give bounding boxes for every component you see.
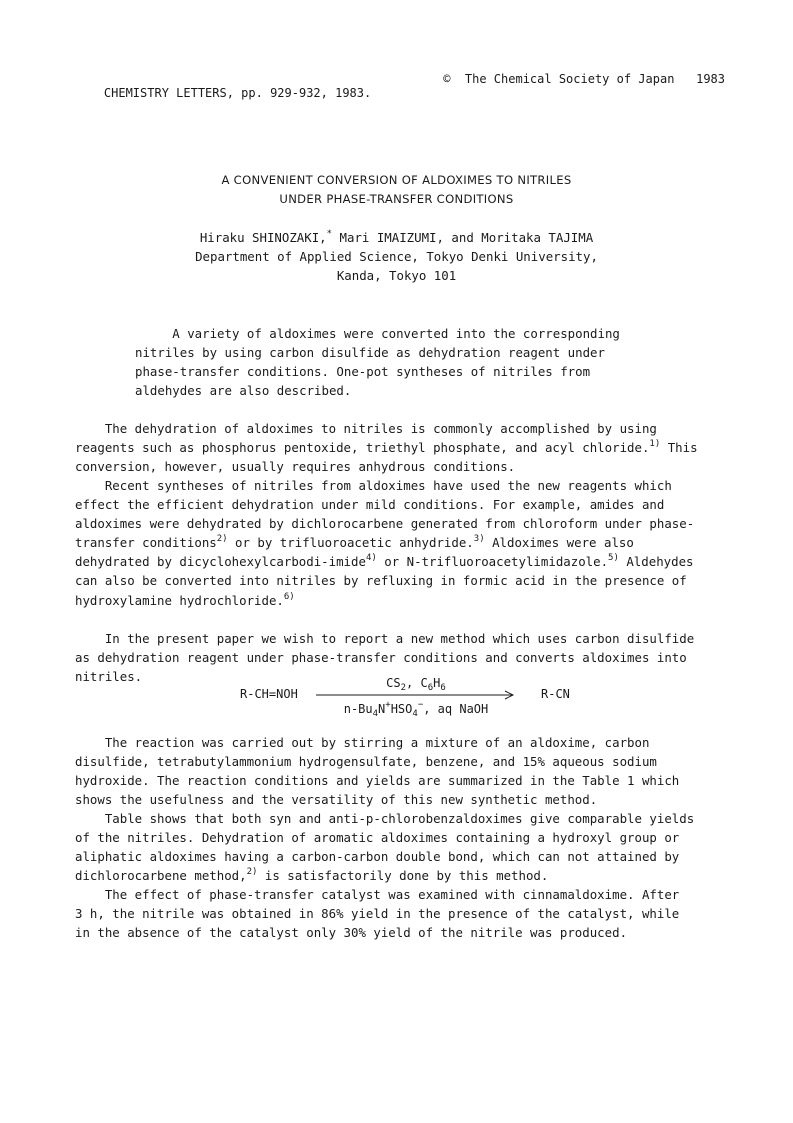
body-line: 3 h, the nitrile was obtained in 86% yield in the presence of the catalyst, while [75,906,680,921]
body-line: Recent syntheses of nitriles from aldoximes have used the new reagents which [75,478,672,493]
reagent-text: H [433,676,441,690]
author-shinozaki: Hiraku SHINOZAKI, [199,230,327,245]
body-line: In the present paper we wish to report a new method which uses carbon disulfide [75,631,695,646]
reaction-equation [0,676,793,722]
body-text: Aldehydes [618,554,694,569]
body-line: conversion, however, usually requires anhydrous conditions. [75,459,516,474]
subscript: 4 [412,709,418,719]
reaction-arrow [316,688,516,702]
author-line [0,230,793,245]
reference-mark: 2) [246,867,258,877]
reference-mark: 2) [216,534,228,544]
abstract-line: A variety of aldoximes were converted into the corresponding [135,326,620,341]
copyright-notice: © The Chemical Society of Japan 1983 [443,72,725,86]
product: R-CN [541,687,570,701]
superscript: + [385,700,391,710]
body-text: or N-trifluoroacetylimidazole. [376,554,609,569]
reference-mark: 4) [365,553,377,563]
body-line: as dehydration reagent under phase-transfer conditions and converts aldoximes into [75,650,687,665]
body-text: This [660,440,698,455]
body-text: or by trifluoroacetic anhydride. [227,535,474,550]
corresponding-author-mark: * [326,229,333,239]
paper-title-line-2: UNDER PHASE-TRANSFER CONDITIONS [279,192,514,206]
conditions-below-arrow [316,700,516,719]
body-line: The dehydration of aldoximes to nitriles is commonly accomplished by using [75,421,657,436]
body-text: is satisfactorily done by this method. [257,868,549,883]
body-line: Table shows that both syn and anti-p-chlorobenzaldoximes give comparable yields [75,811,695,826]
abstract-line: aldehydes are also described. [135,383,352,398]
reagent-text: , aq NaOH [423,702,489,716]
body-line: of the nitriles. Dehydration of aromatic aldoximes containing a hydroxyl group or [75,830,680,845]
body-line: The effect of phase-transfer catalyst was examined with cinnamaldoxime. After [75,887,680,902]
body-text: dichlorocarbene method, [75,868,247,883]
body-line [75,866,548,886]
body-line: shows the usefulness and the versatility of this new synthetic method. [75,792,598,807]
body-line: nitriles. [75,669,143,684]
subscript: 6 [427,683,434,693]
journal-citation: CHEMISTRY LETTERS, pp. 929-932, 1983. [103,86,372,100]
reagent-text: N [378,702,386,716]
body-line: The reaction was carried out by stirring a mixture of an aldoxime, carbon [75,735,650,750]
subscript: 6 [440,683,446,693]
reference-mark: 6) [283,592,295,602]
subscript: 2 [400,683,407,693]
body-line: hydroxide. The reaction conditions and yields are summarized in the Table 1 which [75,773,680,788]
subscript: 4 [372,709,379,719]
body-line: can also be converted into nitriles by refluxing in formic acid in the presence of [75,573,687,588]
body-line: aliphatic aldoximes having a carbon-carbon double bond, which can not attained by [75,849,680,864]
body-line [75,438,698,458]
reference-mark: 1) [649,439,661,449]
reactant: R-CH=NOH [240,687,298,701]
reagent-text: CS [386,676,401,690]
body-line [75,591,295,611]
paper-title-line-1: A CONVENIENT CONVERSION OF ALDOXIMES TO NITRILES [221,173,572,187]
abstract-line: phase-transfer conditions. One-pot syntheses of nitriles from [135,364,591,379]
reagent-text: n-Bu [343,702,373,716]
affiliation-line-2: Kanda, Tokyo 101 [336,268,457,283]
body-text: transfer conditions [75,535,217,550]
abstract-line: nitriles by using carbon disulfide as dehydration reagent under [135,345,605,360]
affiliation-line-1: Department of Applied Science, Tokyo Denki University, [195,249,598,264]
body-line: effect the efficient dehydration under mild conditions. For example, amides and [75,497,665,512]
body-text: dehydrated by dicyclohexylcarbodi-imide [75,554,366,569]
body-line [75,552,694,572]
body-line [75,533,634,553]
body-line: aldoximes were dehydrated by dichlorocarbene generated from chloroform under phase- [75,516,695,531]
superscript: − [417,700,424,710]
body-text: Aldoximes were also [484,535,634,550]
body-line: in the absence of the catalyst only 30% yield of the nitrile was produced. [75,925,628,940]
body-line: disulfide, tetrabutylammonium hydrogensulfate, benzene, and 15% aqueous sodium [75,754,657,769]
author-others: Mari IMAIZUMI, and Moritaka TAJIMA [332,230,594,245]
reagent-text: , C [406,676,428,690]
reference-mark: 5) [608,553,619,563]
reference-mark: 3) [473,534,485,544]
body-text: hydroxylamine hydrochloride. [75,593,284,608]
running-header [75,72,725,128]
reagent-text: HSO [390,702,413,716]
body-text: reagents such as phosphorus pentoxide, triethyl phosphate, and acyl chloride. [75,440,650,455]
